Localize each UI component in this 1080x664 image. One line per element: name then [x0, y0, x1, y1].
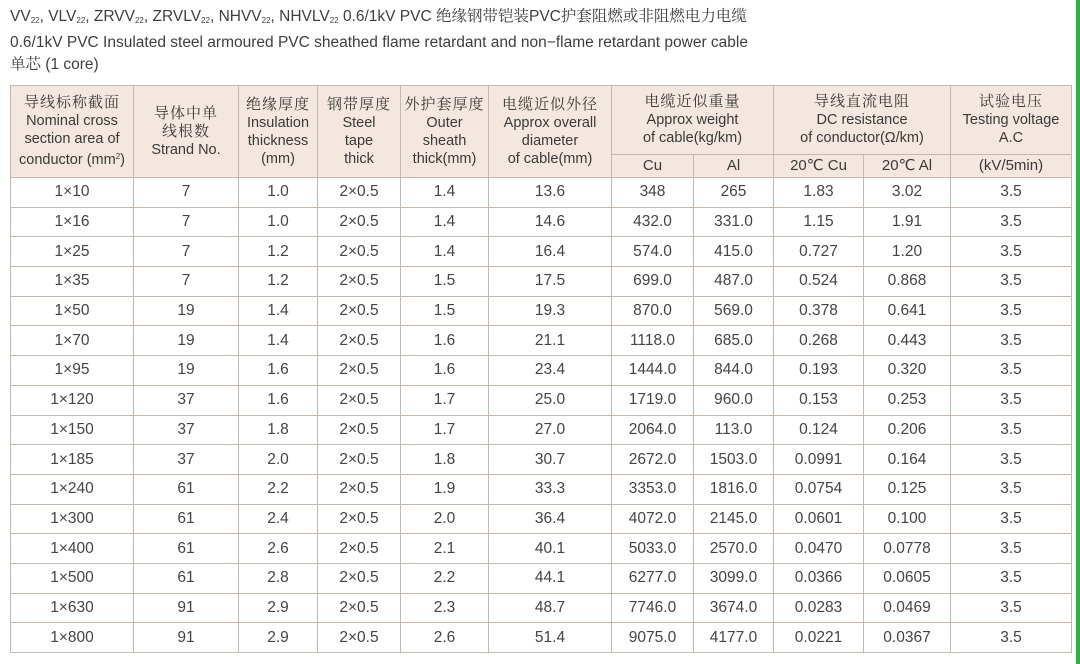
cell-weight-al: 844.0 [694, 356, 774, 386]
cell-outer-sheath: 1.4 [401, 178, 489, 208]
cell-diameter: 21.1 [489, 326, 612, 356]
cell-res-cu: 0.0601 [774, 504, 864, 534]
cell-cross-section: 1×400 [11, 534, 134, 564]
cell-cross-section: 1×25 [11, 237, 134, 267]
cell-insulation: 2.6 [239, 534, 318, 564]
cell-insulation: 1.0 [239, 207, 318, 237]
cell-outer-sheath: 2.0 [401, 504, 489, 534]
cell-res-cu: 0.268 [774, 326, 864, 356]
cell-weight-cu: 1444.0 [612, 356, 694, 386]
cell-outer-sheath: 1.6 [401, 356, 489, 386]
subheader-voltage-unit: (kV/5min) [951, 155, 1072, 178]
cell-steel-tape: 2×0.5 [318, 237, 401, 267]
cell-res-al: 0.125 [864, 474, 951, 504]
cell-weight-cu: 3353.0 [612, 474, 694, 504]
cell-weight-cu: 9075.0 [612, 623, 694, 653]
cell-diameter: 19.3 [489, 296, 612, 326]
cell-res-cu: 0.0283 [774, 593, 864, 623]
cell-insulation: 2.9 [239, 623, 318, 653]
models-list: $VV_{22}$, $VLV_{22}$, $ZRVV_{22}$, $ZRVLV_{22}$, $NHVV_{22}$, $NHVLV_{22}$ [10, 8, 339, 25]
table-row [11, 296, 1072, 326]
cell-diameter: 44.1 [489, 563, 612, 593]
cell-strand-no: 7 [134, 237, 239, 267]
cell-diameter: 13.6 [489, 178, 612, 208]
cell-cross-section: 1×240 [11, 474, 134, 504]
table-row [11, 267, 1072, 297]
cell-steel-tape: 2×0.5 [318, 385, 401, 415]
cell-weight-al: 415.0 [694, 237, 774, 267]
cell-diameter: 25.0 [489, 385, 612, 415]
cell-cross-section: 1×150 [11, 415, 134, 445]
model-code: $VV_{22}$ [10, 8, 40, 25]
table-row [11, 563, 1072, 593]
cell-insulation: 1.8 [239, 415, 318, 445]
cell-testing-voltage: 3.5 [951, 415, 1072, 445]
col-header-outer-sheath: 外护套厚度 Outer sheath thick(mm) [401, 86, 489, 178]
cell-outer-sheath: 1.7 [401, 415, 489, 445]
cell-weight-al: 685.0 [694, 326, 774, 356]
cell-diameter: 14.6 [489, 207, 612, 237]
cell-steel-tape: 2×0.5 [318, 415, 401, 445]
cell-outer-sheath: 2.1 [401, 534, 489, 564]
cell-strand-no: 91 [134, 593, 239, 623]
cell-steel-tape: 2×0.5 [318, 207, 401, 237]
cell-steel-tape: 2×0.5 [318, 534, 401, 564]
cell-steel-tape: 2×0.5 [318, 593, 401, 623]
cell-steel-tape: 2×0.5 [318, 445, 401, 475]
cell-res-cu: 0.193 [774, 356, 864, 386]
table-row [11, 237, 1072, 267]
col-header-cross-section: 导线标称截面 Nominal cross section area of conductor $(mm^2)$ [11, 86, 134, 178]
cell-res-cu: 0.727 [774, 237, 864, 267]
cell-diameter: 23.4 [489, 356, 612, 386]
cell-res-al: 1.91 [864, 207, 951, 237]
model-code: $ZRVLV_{22}$ [152, 8, 210, 25]
cell-weight-cu: 2672.0 [612, 445, 694, 475]
table-row [11, 445, 1072, 475]
cell-outer-sheath: 1.5 [401, 267, 489, 297]
cell-insulation: 1.6 [239, 385, 318, 415]
cell-cross-section: 1×500 [11, 563, 134, 593]
cell-res-al: 0.0778 [864, 534, 951, 564]
col-header-diameter: 电缆近似外径 Approx overall diameter of cable(mm) [489, 86, 612, 178]
cell-testing-voltage: 3.5 [951, 296, 1072, 326]
cell-weight-cu: 574.0 [612, 237, 694, 267]
table-row [11, 178, 1072, 208]
cell-res-cu: 0.0754 [774, 474, 864, 504]
cell-outer-sheath: 1.7 [401, 385, 489, 415]
cell-weight-al: 1816.0 [694, 474, 774, 504]
cell-res-cu: 0.378 [774, 296, 864, 326]
cell-weight-cu: 2064.0 [612, 415, 694, 445]
cell-res-al: 0.641 [864, 296, 951, 326]
model-code: $NHVLV_{22}$ [279, 8, 339, 25]
table-body [11, 178, 1072, 653]
cell-res-al: 0.0367 [864, 623, 951, 653]
col-header-weight: 电缆近似重量 Approx weight of cable(kg/km) [612, 86, 774, 155]
cell-insulation: 1.2 [239, 267, 318, 297]
cell-weight-cu: 348 [612, 178, 694, 208]
cell-weight-cu: 699.0 [612, 267, 694, 297]
cell-cross-section: 1×800 [11, 623, 134, 653]
cell-res-al: 0.320 [864, 356, 951, 386]
cell-weight-cu: 7746.0 [612, 593, 694, 623]
cell-outer-sheath: 1.8 [401, 445, 489, 475]
table-row [11, 623, 1072, 653]
cell-testing-voltage: 3.5 [951, 623, 1072, 653]
table-row [11, 474, 1072, 504]
cell-cross-section: 1×185 [11, 445, 134, 475]
table-row [11, 385, 1072, 415]
cell-testing-voltage: 3.5 [951, 207, 1072, 237]
cell-strand-no: 19 [134, 296, 239, 326]
cell-diameter: 33.3 [489, 474, 612, 504]
cell-outer-sheath: 1.6 [401, 326, 489, 356]
subheader-res-al: 20℃ Al [864, 155, 951, 178]
cell-res-al: 0.0605 [864, 563, 951, 593]
cell-outer-sheath: 1.5 [401, 296, 489, 326]
cell-weight-al: 1503.0 [694, 445, 774, 475]
cell-weight-al: 487.0 [694, 267, 774, 297]
cell-res-al: 0.443 [864, 326, 951, 356]
cell-outer-sheath: 1.9 [401, 474, 489, 504]
cell-insulation: 2.4 [239, 504, 318, 534]
cell-res-al: 1.20 [864, 237, 951, 267]
cell-diameter: 27.0 [489, 415, 612, 445]
cell-diameter: 48.7 [489, 593, 612, 623]
subheader-res-cu: 20℃ Cu [774, 155, 864, 178]
table-row [11, 415, 1072, 445]
col-header-testing-voltage: 试验电压 Testing voltage A.C [951, 86, 1072, 155]
cell-weight-al: 960.0 [694, 385, 774, 415]
title-zh-suffix: 0.6/1kV PVC 绝缘钢带铠装PVC护套阻燃或非阻燃电力电缆 [342, 8, 747, 25]
cell-testing-voltage: 3.5 [951, 237, 1072, 267]
cell-res-al: 0.164 [864, 445, 951, 475]
cell-strand-no: 19 [134, 356, 239, 386]
cell-strand-no: 61 [134, 534, 239, 564]
cell-insulation: 2.8 [239, 563, 318, 593]
cell-res-al: 0.206 [864, 415, 951, 445]
model-code: $ZRVV_{22}$ [93, 8, 144, 25]
cell-weight-cu: 1118.0 [612, 326, 694, 356]
cell-insulation: 1.6 [239, 356, 318, 386]
cell-weight-al: 113.0 [694, 415, 774, 445]
subheader-weight-al: Al [694, 155, 774, 178]
cell-outer-sheath: 2.6 [401, 623, 489, 653]
cell-res-cu: 1.83 [774, 178, 864, 208]
cell-testing-voltage: 3.5 [951, 445, 1072, 475]
cell-outer-sheath: 1.4 [401, 237, 489, 267]
cell-testing-voltage: 3.5 [951, 474, 1072, 504]
table-row [11, 593, 1072, 623]
cell-cross-section: 1×300 [11, 504, 134, 534]
cell-weight-cu: 432.0 [612, 207, 694, 237]
cell-diameter: 16.4 [489, 237, 612, 267]
cell-steel-tape: 2×0.5 [318, 267, 401, 297]
cell-steel-tape: 2×0.5 [318, 326, 401, 356]
cell-insulation: 2.0 [239, 445, 318, 475]
cell-testing-voltage: 3.5 [951, 326, 1072, 356]
cell-res-al: 0.100 [864, 504, 951, 534]
cell-weight-al: 265 [694, 178, 774, 208]
cell-steel-tape: 2×0.5 [318, 563, 401, 593]
subheader-weight-cu: Cu [612, 155, 694, 178]
document-header [10, 6, 748, 76]
cell-weight-cu: 6277.0 [612, 563, 694, 593]
cell-weight-al: 569.0 [694, 296, 774, 326]
col-header-insulation: 绝缘厚度 Insulation thickness (mm) [239, 86, 318, 178]
cell-outer-sheath: 1.4 [401, 207, 489, 237]
cell-steel-tape: 2×0.5 [318, 474, 401, 504]
cell-testing-voltage: 3.5 [951, 178, 1072, 208]
cell-cross-section: 1×50 [11, 296, 134, 326]
table-row [11, 207, 1072, 237]
cell-insulation: 2.9 [239, 593, 318, 623]
cell-strand-no: 7 [134, 267, 239, 297]
cell-insulation: 1.0 [239, 178, 318, 208]
model-code: $NHVV_{22}$ [218, 8, 271, 25]
cell-res-al: 0.253 [864, 385, 951, 415]
cell-strand-no: 37 [134, 445, 239, 475]
cell-weight-cu: 5033.0 [612, 534, 694, 564]
cell-cross-section: 1×35 [11, 267, 134, 297]
cell-insulation: 1.4 [239, 296, 318, 326]
cable-spec-table [10, 85, 1072, 653]
cell-strand-no: 37 [134, 385, 239, 415]
cell-res-al: 3.02 [864, 178, 951, 208]
cell-diameter: 40.1 [489, 534, 612, 564]
cell-steel-tape: 2×0.5 [318, 296, 401, 326]
cell-steel-tape: 2×0.5 [318, 178, 401, 208]
cell-cross-section: 1×16 [11, 207, 134, 237]
cell-insulation: 2.2 [239, 474, 318, 504]
table-row [11, 356, 1072, 386]
cell-diameter: 17.5 [489, 267, 612, 297]
cell-steel-tape: 2×0.5 [318, 504, 401, 534]
cell-outer-sheath: 2.3 [401, 593, 489, 623]
cell-weight-al: 3674.0 [694, 593, 774, 623]
cell-insulation: 1.2 [239, 237, 318, 267]
cell-steel-tape: 2×0.5 [318, 623, 401, 653]
cell-res-cu: 0.0991 [774, 445, 864, 475]
cell-strand-no: 61 [134, 474, 239, 504]
cell-weight-cu: 870.0 [612, 296, 694, 326]
cell-strand-no: 7 [134, 178, 239, 208]
cell-insulation: 1.4 [239, 326, 318, 356]
cell-steel-tape: 2×0.5 [318, 356, 401, 386]
cell-testing-voltage: 3.5 [951, 267, 1072, 297]
cell-weight-al: 4177.0 [694, 623, 774, 653]
table-row [11, 504, 1072, 534]
cell-strand-no: 61 [134, 563, 239, 593]
cell-cross-section: 1×630 [11, 593, 134, 623]
cell-strand-no: 91 [134, 623, 239, 653]
cell-diameter: 51.4 [489, 623, 612, 653]
subtitle-core: 单芯 (1 core) [10, 56, 99, 73]
cell-res-cu: 0.524 [774, 267, 864, 297]
cell-testing-voltage: 3.5 [951, 504, 1072, 534]
strand-zh-label: 导体中单 线根数 [153, 104, 218, 140]
cell-cross-section: 1×10 [11, 178, 134, 208]
col-header-strand-no: 导体中单 线根数 Strand No. [134, 86, 239, 178]
cell-weight-al: 331.0 [694, 207, 774, 237]
col-header-resistance: 导线直流电阻 DC resistance of conductor(Ω/km) [774, 86, 951, 155]
cell-diameter: 36.4 [489, 504, 612, 534]
cell-weight-cu: 1719.0 [612, 385, 694, 415]
cell-strand-no: 19 [134, 326, 239, 356]
cell-testing-voltage: 3.5 [951, 593, 1072, 623]
cell-res-cu: 0.0221 [774, 623, 864, 653]
cell-res-cu: 0.124 [774, 415, 864, 445]
cell-res-cu: 0.153 [774, 385, 864, 415]
cell-weight-al: 3099.0 [694, 563, 774, 593]
title-en: 0.6/1kV PVC Insulated steel armoured PVC sheathed flame retardant and non−flame retardant power cable [10, 34, 748, 51]
cell-outer-sheath: 2.2 [401, 563, 489, 593]
cell-res-cu: 0.0470 [774, 534, 864, 564]
cell-strand-no: 61 [134, 504, 239, 534]
cell-res-al: 0.0469 [864, 593, 951, 623]
cell-cross-section: 1×95 [11, 356, 134, 386]
cell-weight-cu: 4072.0 [612, 504, 694, 534]
cell-res-al: 0.868 [864, 267, 951, 297]
cell-weight-al: 2570.0 [694, 534, 774, 564]
cell-diameter: 30.7 [489, 445, 612, 475]
cell-res-cu: 1.15 [774, 207, 864, 237]
cell-res-cu: 0.0366 [774, 563, 864, 593]
cell-cross-section: 1×120 [11, 385, 134, 415]
cell-strand-no: 37 [134, 415, 239, 445]
cell-testing-voltage: 3.5 [951, 563, 1072, 593]
cell-testing-voltage: 3.5 [951, 534, 1072, 564]
cell-testing-voltage: 3.5 [951, 385, 1072, 415]
title-zh [10, 6, 748, 32]
table-row [11, 534, 1072, 564]
cell-cross-section: 1×70 [11, 326, 134, 356]
table-row [11, 326, 1072, 356]
col-header-steel-tape: 钢带厚度 Steel tape thick [318, 86, 401, 178]
model-code: $VLV_{22}$ [48, 8, 86, 25]
cell-strand-no: 7 [134, 207, 239, 237]
cell-testing-voltage: 3.5 [951, 356, 1072, 386]
cell-weight-al: 2145.0 [694, 504, 774, 534]
